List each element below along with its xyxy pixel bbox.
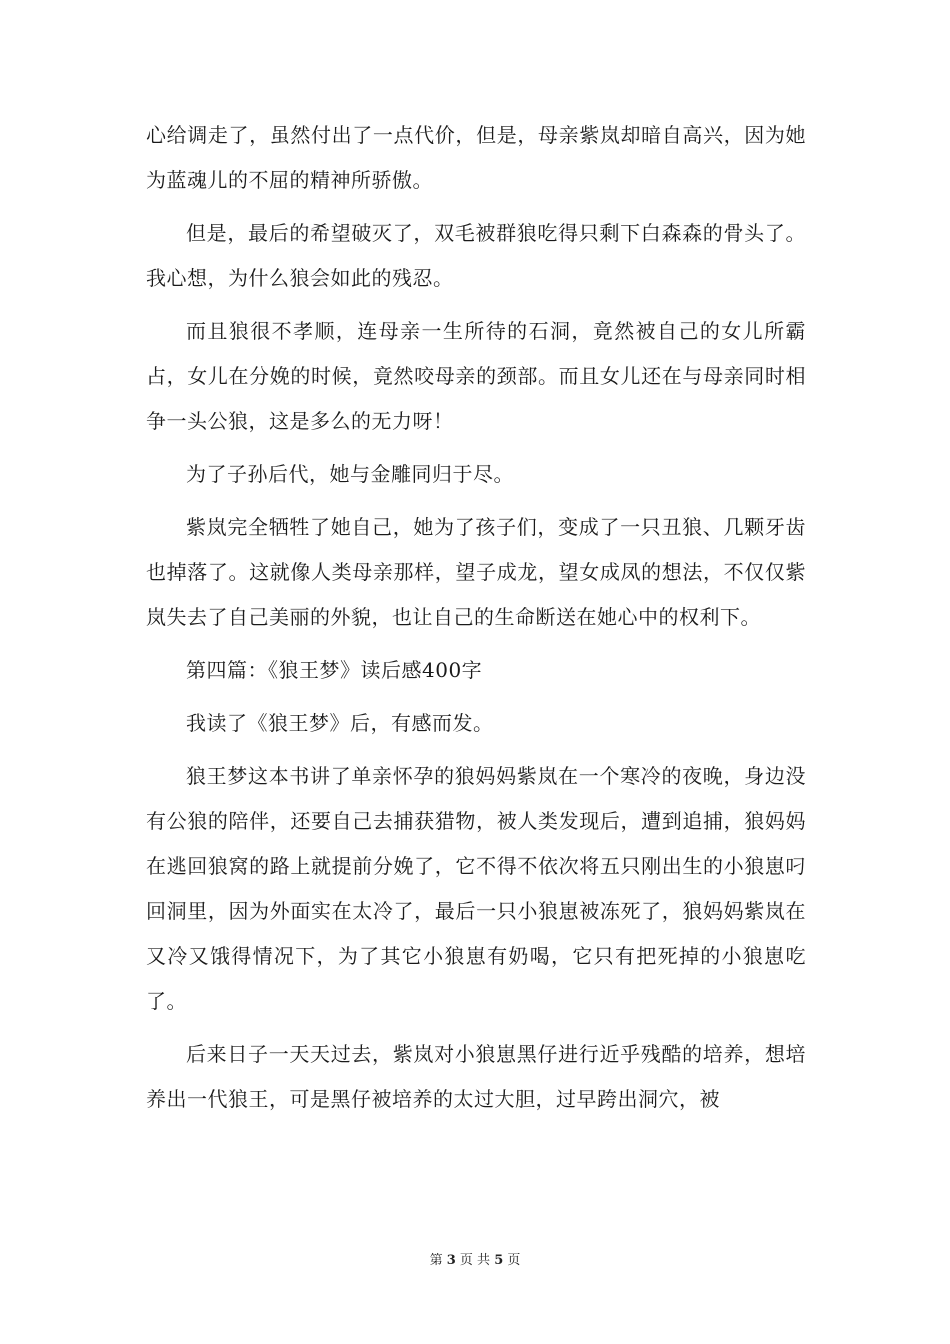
paragraph: 为了子孙后代，她与金雕同归于尽。 [186,462,514,486]
paragraph: 心给调走了，虽然付出了一点代价，但是，母亲紫岚却暗自高兴，因为她为蓝魂儿的不屈的精神所骄傲。 [146,123,806,192]
current-page-number: 3 [446,1253,456,1268]
footer-prefix: 第 [429,1253,443,1268]
footer-suffix: 页 [507,1253,521,1268]
paragraph: 后来日子一天天过去，紫岚对小狼崽黑仔进行近乎残酷的培养，想培养出一代狼王，可是黑仔被培养的太过大胆，过早跨出洞穴，被 [146,1042,806,1111]
document-body [146,113,806,1130]
total-pages-number: 5 [494,1253,504,1268]
footer-middle: 页 共 [459,1253,491,1268]
page-footer [0,1249,950,1268]
paragraph: 而且狼很不孝顺，连母亲一生所待的石洞，竟然被自己的女儿所霸占，女儿在分娩的时候，竟然咬母亲的颈部。而且女儿还在与母亲同时相争一头公狼，这是多么的无力呀！ [146,319,806,433]
paragraph: 但是，最后的希望破灭了，双毛被群狼吃得只剩下白森森的骨头了。我心想，为什么狼会如此的残忍。 [146,221,806,290]
paragraph: 狼王梦这本书讲了单亲怀孕的狼妈妈紫岚在一个寒冷的夜晚，身边没有公狼的陪伴，还要自己去捕获猎物，被人类发现后，遭到追捕，狼妈妈在逃回狼窝的路上就提前分娩了，它不得不依次将五只刚出生的小狼崽叼回洞里，因为外面实在太冷了，最后一只小狼崽被冻死了，狼妈妈紫岚在又冷又饿得情况下，为了其它小狼崽有奶喝，它只有把死掉的小狼崽吃了。 [146,764,806,1013]
paragraph: 我读了《狼王梦》后，有感而发。 [186,711,494,735]
paragraph: 紫岚完全牺牲了她自己，她为了孩子们，变成了一只丑狼、几颗牙齿也掉落了。这就像人类母亲那样，望子成龙，望女成凤的想法，不仅仅紫岚失去了自己美丽的外貌，也让自己的生命断送在她心中的权利下。 [146,515,806,629]
section-heading: 第四篇：《狼王梦》读后感400字 [186,658,483,682]
